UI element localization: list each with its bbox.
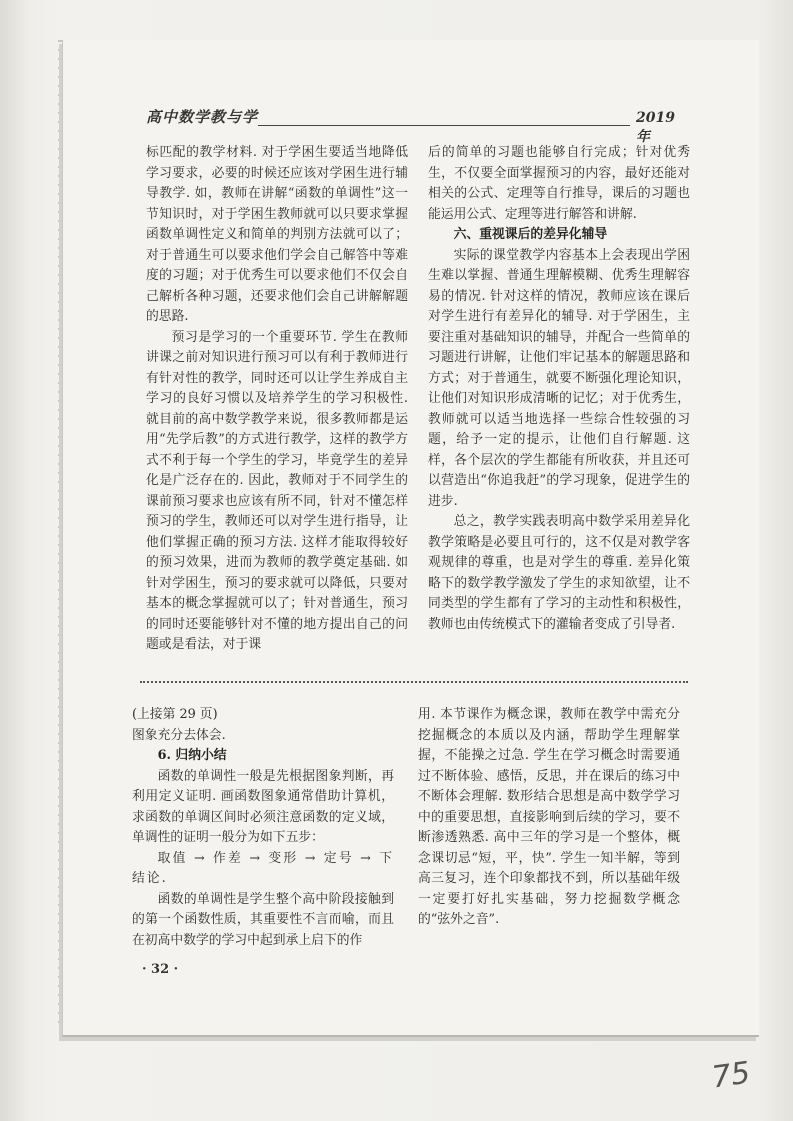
paragraph-continued: (上接第 29 页) [132,707,218,722]
column-top-left [146,143,408,656]
section-heading: 六、重视课后的差异化辅导 [453,227,608,242]
section-divider [140,681,688,683]
column-bottom-right [418,705,680,931]
paragraph: 预习是学习的一个重要环节. 学生在教师讲课之前对知识进行预习可以有利于教师进行有针对性的教学，同时还可以让学生养成自主学习的良好习惯以及培养学生的学习积极性. 就目前的高中数学教学来说，很多教师都是运用“先学后教”的方式进行教学，这样的教学方式不利于每一个学生的学习，毕竟学生的差异化是广泛存在的. 因此，教师对于不同学生的课前预习要求也应该有所不同，针对不懂怎样预习的学生，教师还可以对学生进行指导，让他们掌握正确的预习方法. 这样才能取得较好的预习效果，进而为教师的教学奠定基础. 如针对学困生，预习的要求就可以降低，只要对基本的概念掌握就可以了；针对普通生，预习的同时还要能够针对不懂的地方提出自己的问题或是看法，对于课 [146,329,408,652]
header-rule [258,125,630,126]
page-number: · 32 · [142,962,179,977]
paragraph-continued: 后的简单的习题也能够自行完成；针对优秀生，不仅要全面掌握预习的内容，最好还能对相关的公式、定理等自行推导，课后的习题也能运用公式、定理等进行解答和讲解. [428,145,690,222]
paragraph: 实际的课堂教学内容基本上会表现出学困生难以掌握、普通生理解模糊、优秀生理解容易的情况. 针对这样的情况，教师应该在课后对学生进行有差异化的辅导. 对于学困生，主要注重对基础知识的辅导，并配合一些简单的习题进行讲解，让他们牢记基本的解题思路和方式；对于普通生，就要不断强化理论知识，让他们对知识形成清晰的记忆；对于优秀生，教师就可以适当地选择一些综合性较强的习题，给予一定的提示，让他们自行解题. 这样，各个层次的学生都能有所收获，并且还可以营造出“你追我赶”的学习现象，促进学生的进步. [428,247,690,509]
paragraph-continued: 标匹配的教学材料. 对于学困生要适当地降低学习要求，必要的时候还应该对学困生进行辅导教学. 如，教师在讲解“函数的单调性”这一节知识时，对于学困生教师就可以只要求掌握函数单调性定义和简单的判别方法就可以了；对于普通生可以要求他们学会自己解答中等难度的习题；对于优秀生可以要求他们不仅会自己解析各种习题，还要求他们会自己讲解解题的思路. [146,145,408,324]
handwritten-number: 75 [709,1055,753,1096]
journal-title: 高中数学教与学 [146,108,259,126]
column-bottom-left [132,705,394,951]
paragraph-continued: 图象充分去体会. [132,727,226,743]
paragraph: 函数的单调性一般是先根据图象判断，再利用定义证明. 画函数图象通常借助计算机，求函数的单调区间时必须注意函数的定义域，单调性的证明一般分为如下五步： [132,768,394,845]
paragraph: 总之，教学实践表明高中数学采用差异化教学策略是必要且可行的，这不仅是对教学客观规律的尊重，也是对学生的尊重. 差异化策略下的数学教学激发了学生的求知欲望，让不同类型的学生都有了学习的主动性和积极性，教师也由传统模式下的灌输者变成了引导者. [428,514,690,632]
column-top-right [428,143,690,635]
paragraph-continued: 用. 本节课作为概念课，教师在教学中需充分挖掘概念的本质以及内涵，帮助学生理解掌握，不能操之过急. 学生在学习概念时需要通过不断体验、感悟，反思，并在课后的练习中不断体会理解. 数形结合思想是高中数学学习中的重要思想，直接影响到后续的学习，要不断渗透熟悉. 高中三年的学习是一个整体，概念课切忌“短，平，快”. 学生一知半解，等到高三复习，连个印象都找不到，所以基础年级一定要打好扎实基础，努力挖掘数学概念的“弦外之音”. [418,707,680,927]
paragraph: 函数的单调性是学生整个高中阶段接触到的第一个函数性质，其重要性不言而喻，而且在初高中数学的学习中起到承上启下的作 [132,891,394,948]
page-header [146,106,686,145]
section-heading: 6. 归纳小结 [157,748,227,763]
procedure-steps: 取值 → 作差 → 变形 → 定号 → 下结论. [132,850,394,886]
journal-year: 2019 年 [636,110,675,145]
